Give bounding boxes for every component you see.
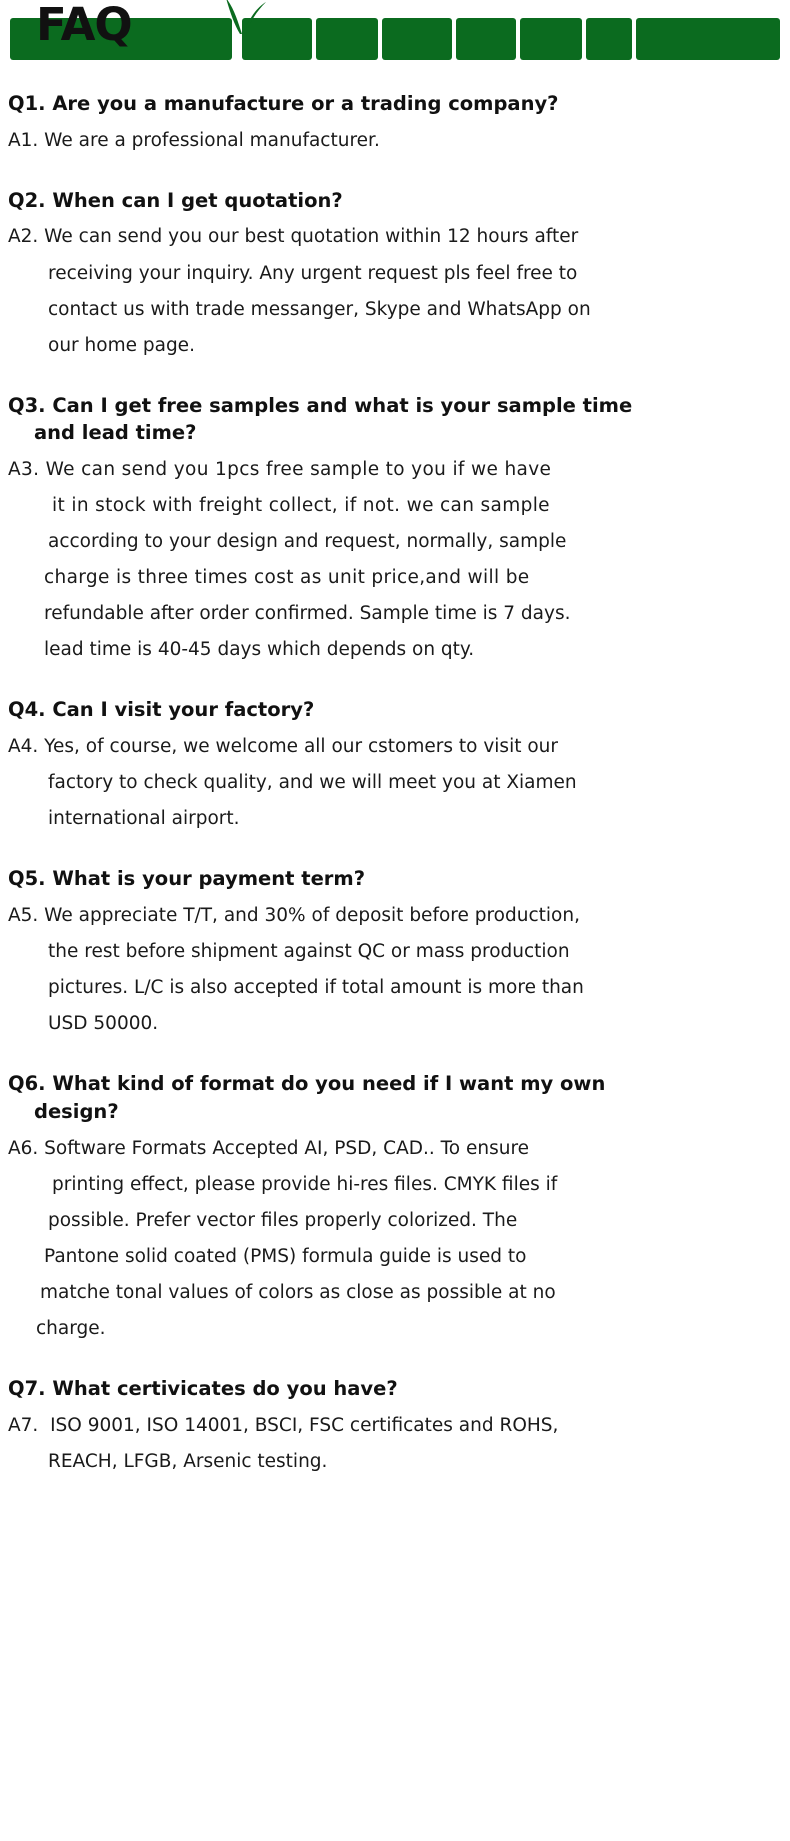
- faq-question-line: Q4. Can I visit your factory?: [8, 698, 315, 722]
- bamboo-segment: [636, 18, 780, 60]
- faq-answer-line: charge is three times cost as unit price,and will be: [44, 567, 530, 589]
- faq-question-line: Q6. What kind of format do you need if I want my own: [8, 1072, 606, 1096]
- faq-question: [8, 90, 782, 118]
- faq-answer-line: the rest before shipment against QC or mass production: [48, 941, 570, 963]
- bamboo-segment: [586, 18, 632, 60]
- faq-question-line: design?: [34, 1099, 119, 1123]
- faq-answer: [8, 452, 782, 668]
- faq-answer-line: factory to check quality, and we will meet you at Xiamen: [48, 772, 577, 794]
- faq-answer-line: printing effect, please provide hi-res files. CMYK files if: [52, 1173, 558, 1195]
- faq-answer-line: A6. Software Formats Accepted AI, PSD, CAD.. To ensure: [8, 1137, 530, 1159]
- faq-answer-line: A3. We can send you 1pcs free sample to you if we have: [8, 459, 552, 481]
- faq-answer-line: Pantone solid coated (PMS) formula guide is used to: [44, 1245, 527, 1267]
- bamboo-segment: [456, 18, 516, 60]
- faq-answer-line: receiving your inquiry. Any urgent request pls feel free to: [48, 262, 578, 284]
- faq-answer: [8, 1408, 782, 1480]
- faq-question-line: Q2. When can I get quotation?: [8, 188, 343, 212]
- faq-answer-line: refundable after order confirmed. Sample time is 7 days.: [44, 603, 571, 625]
- faq-item: [8, 696, 782, 837]
- faq-answer-line: our home page.: [48, 334, 195, 356]
- faq-item: [8, 1375, 782, 1480]
- faq-question: [8, 1070, 782, 1125]
- bamboo-segment: [316, 18, 378, 60]
- faq-answer-line: REACH, LFGB, Arsenic testing.: [48, 1450, 328, 1472]
- faq-question-line: Q5. What is your payment term?: [8, 867, 366, 891]
- faq-answer: [8, 219, 782, 363]
- faq-answer: [8, 1131, 782, 1347]
- faq-answer-line: A4. Yes, of course, we welcome all our cstomers to visit our: [8, 736, 558, 758]
- faq-answer-line: A7. ISO 9001, ISO 14001, BSCI, FSC certificates and ROHS,: [8, 1414, 559, 1436]
- faq-question: [8, 187, 782, 215]
- faq-question: [8, 392, 782, 447]
- page-title: FAQ: [36, 0, 132, 51]
- faq-answer-line: A1. We are a professional manufacturer.: [8, 129, 380, 151]
- faq-answer-line: USD 50000.: [48, 1013, 159, 1035]
- faq-item: [8, 187, 782, 364]
- faq-question-line: Q7. What certivicates do you have?: [8, 1377, 398, 1400]
- faq-question: [8, 1375, 782, 1403]
- faq-answer-line: charge.: [36, 1317, 106, 1339]
- faq-item: [8, 865, 782, 1042]
- bamboo-segment: [382, 18, 452, 60]
- faq-answer: [8, 123, 782, 159]
- faq-answer: [8, 729, 782, 837]
- faq-answer-line: pictures. L/C is also accepted if total amount is more than: [48, 977, 584, 999]
- bamboo-segment: [520, 18, 582, 60]
- faq-answer-line: possible. Prefer vector files properly colorized. The: [48, 1209, 518, 1231]
- faq-answer-line: contact us with trade messanger, Skype and WhatsApp on: [48, 298, 591, 320]
- faq-answer-line: A2. We can send you our best quotation within 12 hours after: [8, 226, 579, 248]
- faq-question: [8, 865, 782, 893]
- faq-item: [8, 1070, 782, 1347]
- faq-answer-line: it in stock with freight collect, if not. we can sample: [52, 495, 550, 517]
- faq-item: [8, 90, 782, 159]
- faq-answer-line: matche tonal values of colors as close as possible at no: [40, 1281, 556, 1303]
- faq-answer-line: according to your design and request, normally, sample: [48, 531, 567, 553]
- faq-header-banner: [0, 0, 790, 68]
- faq-question-line: and lead time?: [34, 421, 197, 445]
- faq-question-line: Q3. Can I get free samples and what is your sample time: [8, 393, 633, 417]
- faq-question: [8, 696, 782, 724]
- faq-question-line: Q1. Are you a manufacture or a trading company?: [8, 92, 559, 115]
- faq-item: [8, 392, 782, 669]
- faq-content: [0, 90, 790, 1480]
- faq-answer-line: A5. We appreciate T/T, and 30% of deposit before production,: [8, 905, 580, 926]
- bamboo-leaf-icon: [208, 0, 268, 36]
- faq-answer-line: lead time is 40-45 days which depends on qty.: [44, 639, 475, 661]
- faq-answer: [8, 898, 782, 1042]
- faq-answer-line: international airport.: [48, 808, 240, 830]
